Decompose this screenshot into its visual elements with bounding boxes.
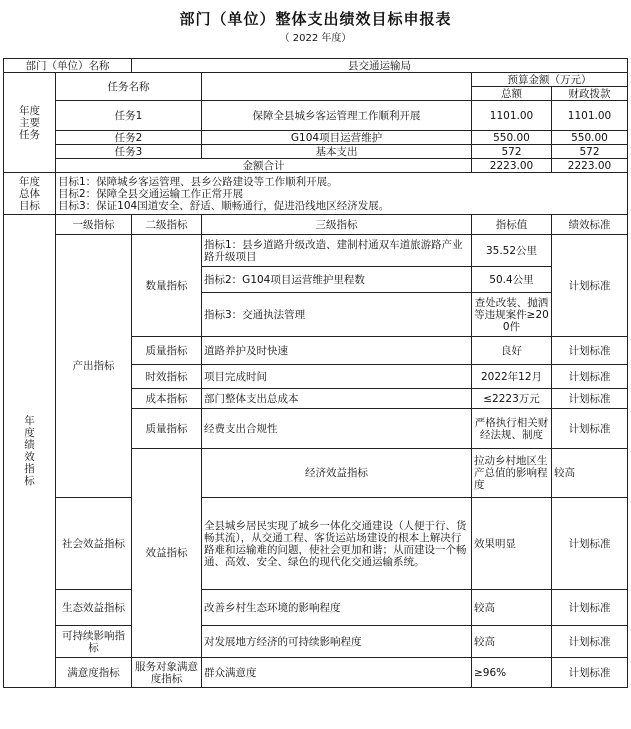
dept-name-label: 部门（单位）名称 [4, 59, 132, 73]
task-fiscal: 1101.00 [552, 101, 628, 131]
section-performance [4, 215, 56, 688]
task-name: 任务1 [56, 101, 202, 131]
section-overall-text: 年度 总体 目标 [19, 175, 40, 212]
satisfaction-value: ≥96% [472, 658, 552, 688]
overall-goals [56, 173, 628, 215]
col-total-header: 总额 [472, 87, 552, 101]
social-indicator: 全县城乡居民实现了城乡一体化交通建设（人便于行、货畅其流），从交通工程、客货运站场建设的根本上解决行路难和运输难的问题，使社会更加和谐；从而建设一个畅通、高效、安全、绿色的现代化交通运输系统。 [202, 498, 472, 590]
cost-indicator-label: 成本指标 [132, 389, 202, 409]
econ-indicator-label: 经济效益指标 [202, 449, 472, 498]
dept-name-value: 县交通运输局 [132, 59, 628, 73]
task-name: 任务3 [56, 145, 202, 159]
timely-indicator-label: 时效指标 [132, 365, 202, 389]
task-fiscal: 550.00 [552, 131, 628, 145]
sum-total: 2223.00 [472, 159, 552, 173]
eco-indicator: 改善乡村生态环境的影响程度 [202, 590, 472, 626]
level1-header: 一级指标 [56, 215, 132, 235]
task-content-header [202, 73, 472, 101]
satisfaction-indicator: 群众满意度 [202, 658, 472, 688]
quality2-indicator: 经费支出合规性 [202, 409, 472, 449]
satisfaction-indicator-label: 满意度指标 [56, 658, 132, 688]
standard-header: 绩效标准 [552, 215, 628, 235]
task-fiscal: 572 [552, 145, 628, 159]
sum-label: 金额合计 [56, 159, 472, 173]
satisfaction-l2-label: 服务对象满意度指标 [132, 658, 202, 688]
timely-value: 2022年12月 [472, 365, 552, 389]
level2-header: 二级指标 [132, 215, 202, 235]
econ-indicator: 拉动乡村地区生产总值的影响程度 [472, 449, 552, 498]
overall-goal-3: 目标3：保证104国道安全、舒适、顺畅通行，促进沿线地区经济发展。 [58, 199, 390, 212]
benefit-indicator-label: 效益指标 [132, 449, 202, 658]
table-row [4, 235, 628, 267]
sustain-standard: 计划标准 [552, 626, 628, 658]
quality2-value: 严格执行相关财经法规、制度 [472, 409, 552, 449]
task-total: 550.00 [472, 131, 552, 145]
sustain-indicator-label: 可持续影响指标 [56, 626, 132, 658]
quality-indicator-label: 质量指标 [132, 337, 202, 365]
eco-standard: 计划标准 [552, 590, 628, 626]
quantity-standard: 计划标准 [552, 235, 628, 337]
quantity-value-1: 35.52公里 [472, 235, 552, 267]
section-annual-tasks-text: 年度 主要 任务 [19, 104, 40, 141]
econ-value: 较高 [552, 449, 628, 498]
budget-header: 预算金额（万元） [472, 73, 628, 87]
sum-fiscal: 2223.00 [552, 159, 628, 173]
table-row [4, 159, 628, 173]
task-content: 保障全县城乡客运管理工作顺利开展 [202, 101, 472, 131]
col-fiscal-header [552, 87, 628, 101]
overall-goal-2: 目标2：保障全县交通运输工作正常开展 [58, 187, 244, 200]
quality2-indicator-label: 质量指标 [132, 409, 202, 449]
social-indicator-label: 社会效益指标 [56, 498, 132, 590]
task-total: 572 [472, 145, 552, 159]
cost-standard: 计划标准 [552, 389, 628, 409]
task-content: 基本支出 [202, 145, 472, 159]
task-name-header: 任务名称 [56, 73, 202, 101]
table-row [4, 658, 628, 688]
quantity-indicator-1: 指标1：县乡道路升级改造、建制村通双车道旅游路产业路升级项目 [202, 235, 472, 267]
eco-value: 较高 [472, 590, 552, 626]
value-header: 指标值 [472, 215, 552, 235]
quantity-value-3: 查处改装、抛洒等违规案件≥200件 [472, 293, 552, 337]
quantity-value-2: 50.4公里 [472, 267, 552, 293]
sustain-indicator: 对发展地方经济的可持续影响程度 [202, 626, 472, 658]
col-fiscal-text: 财政拨款 [568, 87, 611, 100]
task-name: 任务2 [56, 131, 202, 145]
task-content: G104项目运营维护 [202, 131, 472, 145]
table-row [4, 101, 628, 131]
table-row [4, 590, 628, 626]
table-row [4, 145, 628, 159]
quality-value: 良好 [472, 337, 552, 365]
timely-standard: 计划标准 [552, 365, 628, 389]
table-row [4, 131, 628, 145]
quality-indicator: 道路养护及时快速 [202, 337, 472, 365]
cost-value: ≤2223万元 [472, 389, 552, 409]
quality2-standard: 计划标准 [552, 409, 628, 449]
overall-goal-1: 目标1：保障城乡客运管理、县乡公路建设等工作顺利开展。 [58, 175, 338, 188]
timely-indicator: 项目完成时间 [202, 365, 472, 389]
page-subtitle: （ 2022 年度） [279, 33, 352, 44]
page-title: 部门（单位）整体支出绩效目标申报表 [179, 10, 452, 28]
section-annual-tasks [4, 73, 56, 173]
task-total: 1101.00 [472, 101, 552, 131]
section-performance-text: 年 度 绩 效 指 标 [24, 415, 35, 487]
level3-header: 三级指标 [202, 215, 472, 235]
cost-indicator: 部门整体支出总成本 [202, 389, 472, 409]
eco-indicator-label: 生态效益指标 [56, 590, 132, 626]
quality-standard: 计划标准 [552, 337, 628, 365]
social-standard: 计划标准 [552, 498, 628, 590]
satisfaction-standard: 计划标准 [552, 658, 628, 688]
quantity-indicator-2: 指标2：G104项目运营维护里程数 [202, 267, 472, 293]
social-value: 效果明显 [472, 498, 552, 590]
table-row [4, 626, 628, 658]
quantity-indicator-label: 数量指标 [132, 235, 202, 337]
sustain-value: 较高 [472, 626, 552, 658]
quantity-indicator-3: 指标3：交通执法管理 [202, 293, 472, 337]
section-overall-goals [4, 173, 56, 215]
table-row [4, 498, 628, 590]
performance-target-table [3, 58, 628, 688]
output-indicator-label: 产出指标 [56, 235, 132, 498]
